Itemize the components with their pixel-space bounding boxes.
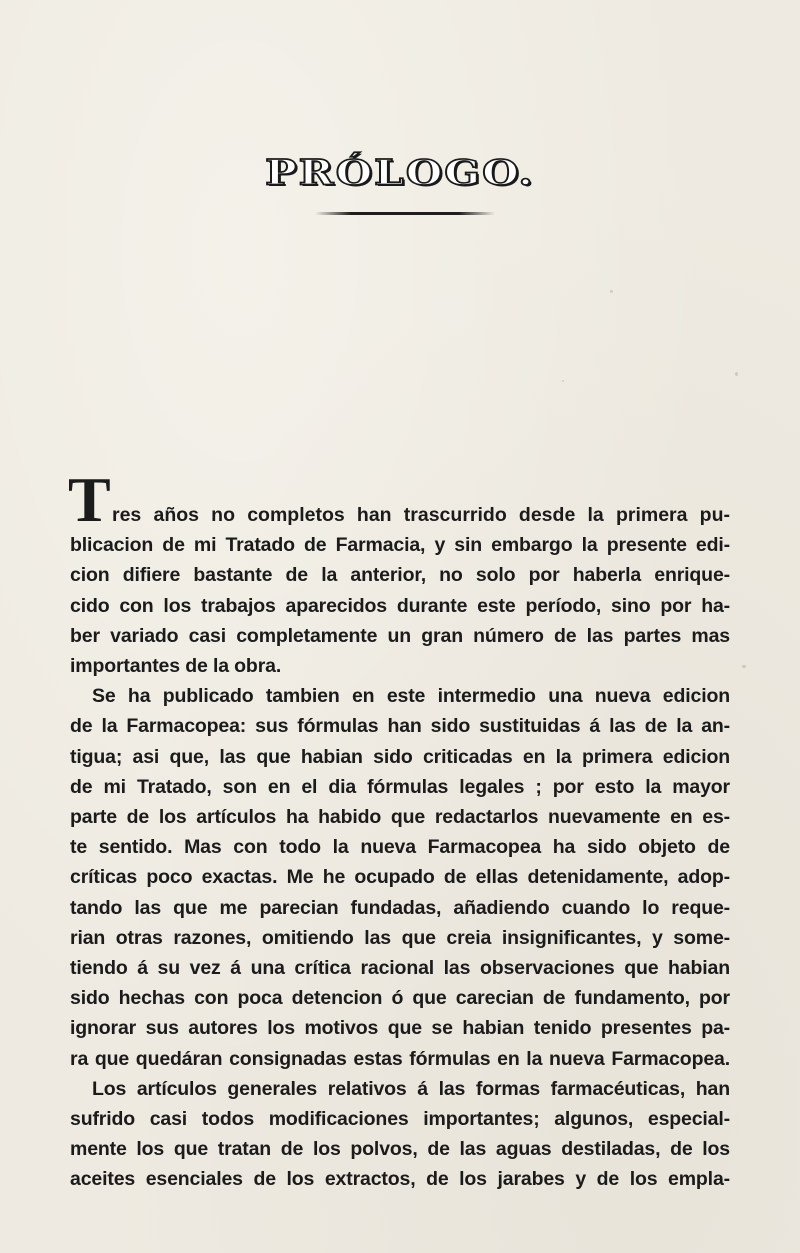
text-line: cion difiere bastante de la anterior, no solo por haberla enrique-: [70, 564, 730, 587]
page-heading: PRÓLOGO.: [265, 152, 535, 193]
text-line: Se ha publicado tambien en este intermedio una nueva edicion: [92, 685, 730, 708]
text-line: ignorar sus autores los motivos que se habian tenido presentes pa-: [70, 1017, 730, 1040]
text-line: sufrido casi todos modificaciones importantes; algunos, especial-: [70, 1108, 730, 1131]
text-line: de mi Tratado, son en el dia fórmulas legales ; por esto la mayor: [70, 775, 730, 798]
text-line: rian otras razones, omitiendo las que creia insignificantes, y some-: [70, 926, 730, 949]
text-line: tigua; asi que, las que habian sido criticadas en la primera edicion: [70, 745, 730, 768]
text-line: importantes de la obra.: [70, 655, 282, 678]
heading-rule: [315, 212, 495, 215]
text-line: tiendo á su vez á una crítica racional las observaciones que habian: [70, 957, 730, 980]
text-line: cido con los trabajos aparecidos durante este período, sino por ha-: [70, 594, 730, 617]
paper-speck: [735, 372, 738, 376]
paper-speck: [610, 290, 613, 293]
text-line: blicacion de mi Tratado de Farmacia, y sin embargo la presente edi-: [70, 534, 730, 557]
text-line: ber variado casi completamente un gran número de las partes mas: [70, 624, 730, 647]
paper-speck: [562, 380, 564, 382]
drop-cap: T: [68, 464, 111, 535]
text-line: ra que quedáran consignadas estas fórmulas en la nueva Farmacopea.: [70, 1047, 730, 1070]
heading-container: [0, 152, 800, 194]
paper-speck: [742, 665, 746, 668]
text-line: parte de los artículos ha habido que redactarlos nuevamente en es-: [70, 806, 730, 829]
text-line: aceites esenciales de los extractos, de los jarabes y de los empla-: [70, 1168, 730, 1191]
first-line: [68, 464, 730, 535]
text-line: te sentido. Mas con todo la nueva Farmacopea ha sido objeto de: [70, 836, 730, 859]
text-line: Los artículos generales relativos á las formas farmacéuticas, han: [92, 1077, 730, 1100]
text-line: tando las que me parecian fundadas, añadiendo cuando lo reque-: [70, 896, 730, 919]
text-line: mente los que tratan de los polvos, de las aguas destiladas, de los: [70, 1138, 730, 1161]
text-line: críticas poco exactas. Me he ocupado de ellas detenidamente, adop-: [70, 866, 730, 889]
text-line: sido hechas con poca detencion ó que carecian de fundamento, por: [70, 987, 730, 1010]
text-line: de la Farmacopea: sus fórmulas han sido sustituidas á las de la an-: [70, 715, 730, 738]
first-line-text: res años no completos han trascurrido desde la primera pu-: [112, 504, 730, 526]
body-text: [68, 464, 730, 1195]
